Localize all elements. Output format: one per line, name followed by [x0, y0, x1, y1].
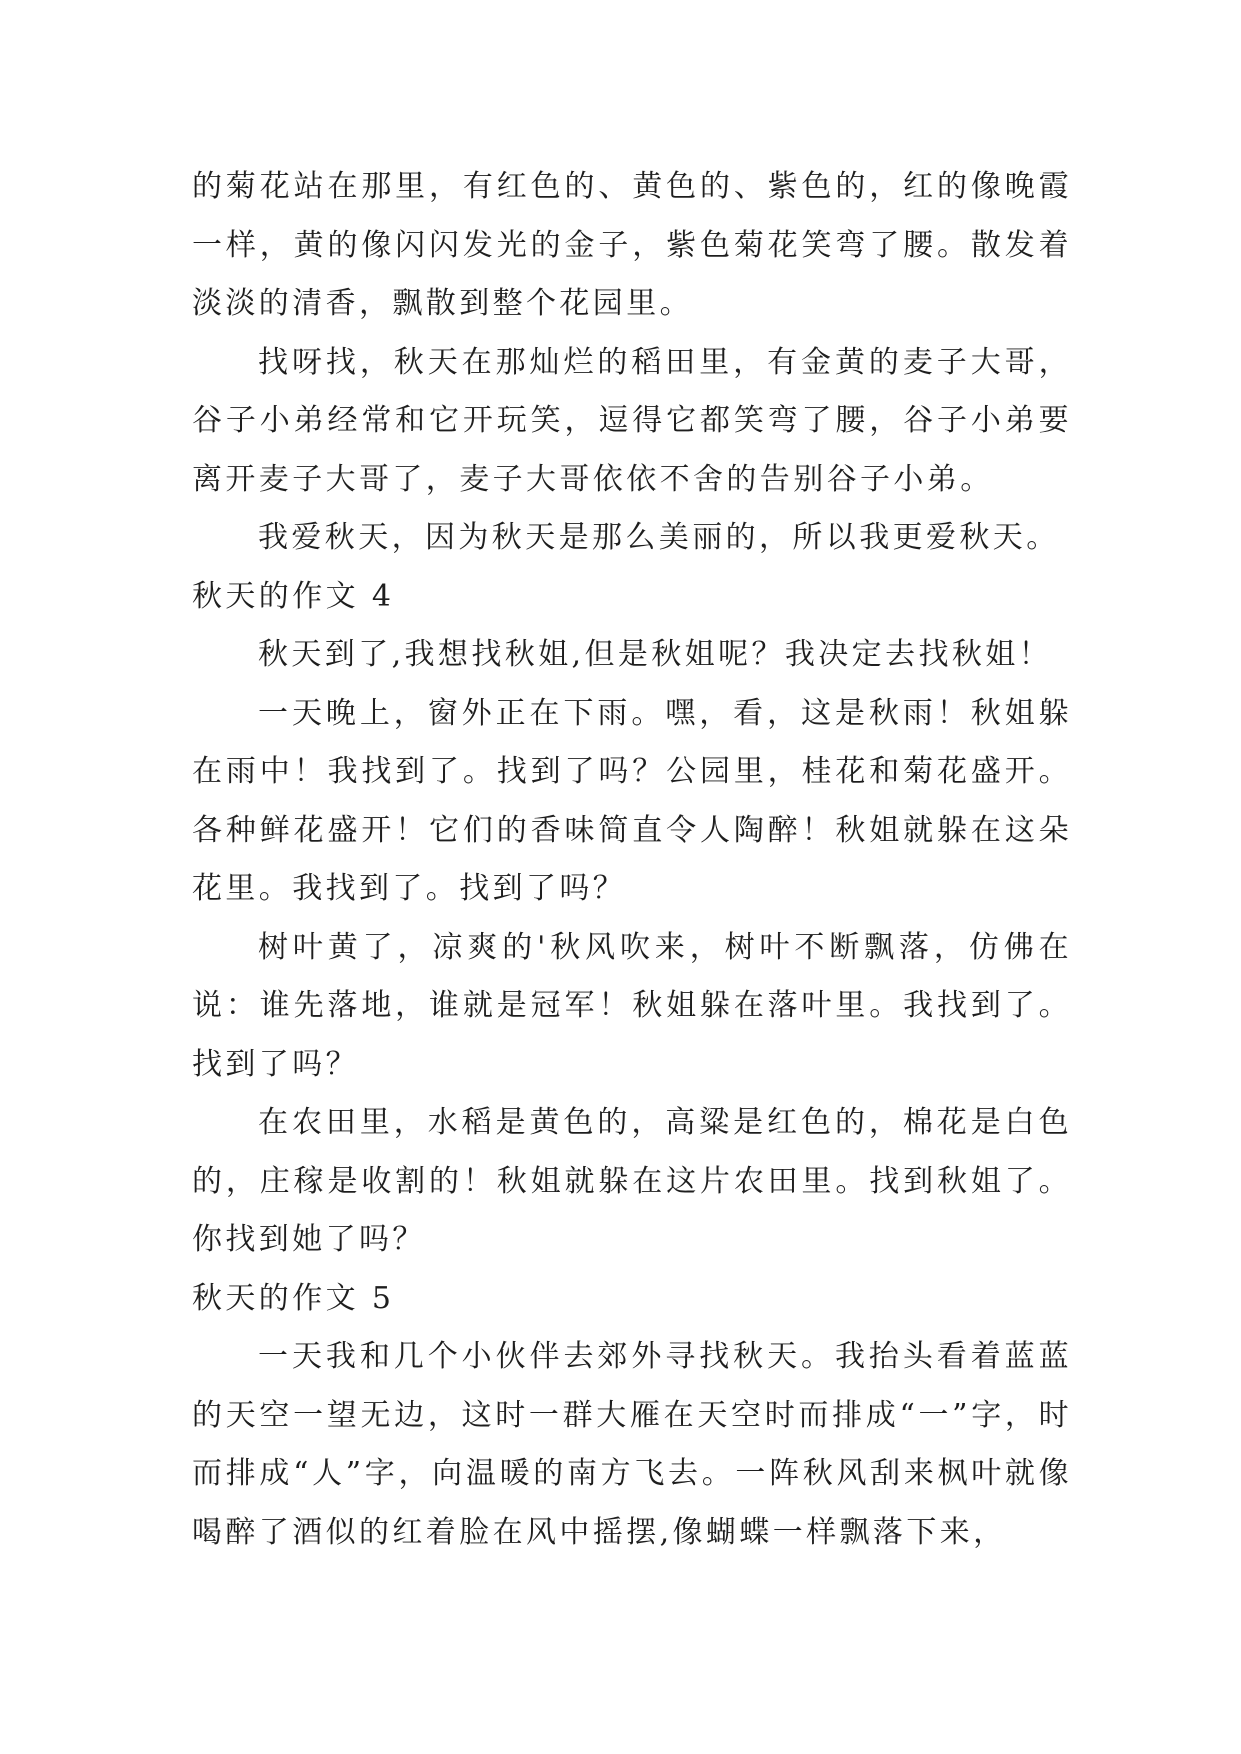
paragraph-2: 找呀找，秋天在那灿烂的稻田里，有金黄的麦子大哥，谷子小弟经常和它开玩笑，逗得它都笑弯了腰，谷子小弟要离开麦子大哥了，麦子大哥依依不舍的告别谷子小弟。	[192, 344, 1072, 497]
paragraph-6: 树叶黄了，凉爽的'秋风吹来，树叶不断飘落，仿佛在说：谁先落地，谁就是冠军！秋姐躲在落叶里。我找到了。找到了吗？	[192, 929, 1072, 1082]
paragraph-4: 秋天到了,我想找秋姐,但是秋姐呢？我决定去找秋姐！	[258, 637, 1053, 672]
section-heading-5: 秋天的作文 5	[192, 1280, 395, 1316]
section-heading-4: 秋天的作文 4	[192, 578, 395, 614]
paragraph-1: 的菊花站在那里，有红色的、黄色的、紫色的，红的像晚霞一样，黄的像闪闪发光的金子，紫色菊花笑弯了腰。散发着淡淡的清香，飘散到整个花园里。	[192, 169, 1072, 321]
paragraph-8: 一天我和几个小伙伴去郊外寻找秋天。我抬头看着蓝蓝的天空一望无边，这时一群大雁在天空时而排成“一”字，时而排成“人”字，向温暖的南方飞去。一阵秋风刮来枫叶就像喝醉了酒似的红着脸在风中摇摆,像蝴蝶一样飘落下来，	[192, 1339, 1072, 1550]
document-body	[192, 158, 1072, 1562]
paragraph-5: 一天晚上，窗外正在下雨。嘿，看，这是秋雨！秋姐躲在雨中！我找到了。找到了吗？公园里，桂花和菊花盛开。各种鲜花盛开！它们的香味简直令人陶醉！秋姐就躲在这朵花里。我找到了。找到了吗？	[192, 695, 1072, 906]
paragraph-3: 我爱秋天，因为秋天是那么美丽的，所以我更爱秋天。	[258, 520, 1060, 555]
paragraph-7: 在农田里，水稻是黄色的，高粱是红色的，棉花是白色的，庄稼是收割的！秋姐就躲在这片农田里。找到秋姐了。你找到她了吗？	[192, 1105, 1072, 1257]
